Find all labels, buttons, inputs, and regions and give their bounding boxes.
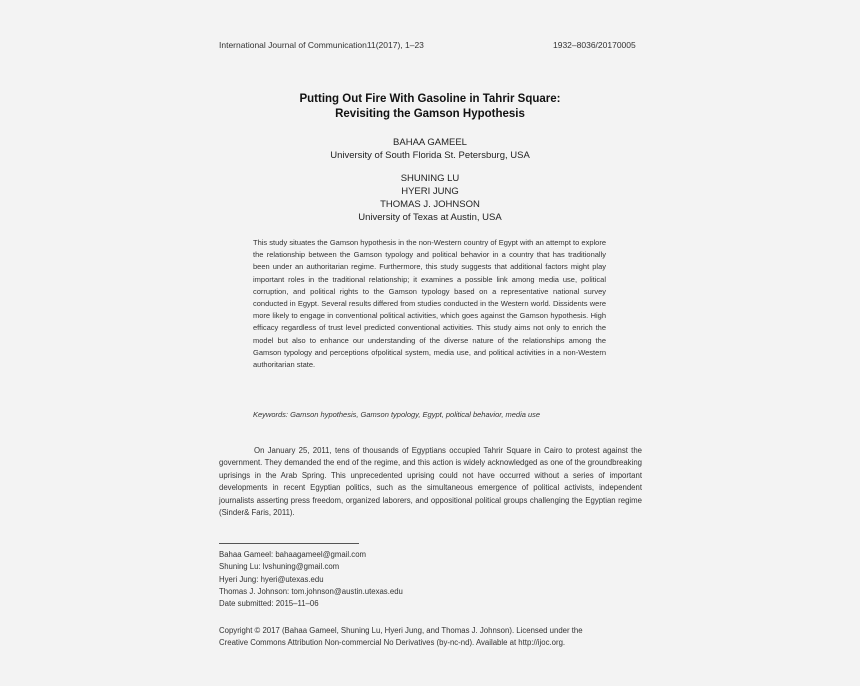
author-affiliation: University of Texas at Austin, USA (358, 212, 502, 223)
body-text: On January 25, 2011, tens of thousands of Egyptians occupied Tahrir Square in Cairo to protest against the government. They demanded the end of the regime, and this action is widely acknowledged as one of the groundbreaking uprisings in the Arab Spring. This unprecedented uprising could not have occurred without a series of important developments in recent Egyptian politics, such as the simultaneous emergence of political activists, independent journalists asserting press freedom, organized laborers, and oppositional political groups challenging the Egyptian regime (Sinder& Faris, 2011). (219, 446, 642, 518)
running-header-journal: International Journal of Communication11(2017), 1–23 (219, 40, 424, 50)
author-affiliation: University of South Florida St. Petersburg, USA (330, 150, 530, 161)
footnotes (219, 549, 642, 610)
footnote-divider (219, 543, 359, 544)
paper-title (0, 92, 860, 122)
title-line-2: Revisiting the Gamson Hypothesis (335, 108, 525, 120)
copyright-line-2: Creative Commons Attribution Non-commercial No Derivatives (by-nc-nd). Available at http://ijoc.org. (219, 637, 566, 647)
author-name: SHUNING LU (400, 173, 460, 184)
author-name: HYERI JUNG (401, 186, 459, 197)
footnote-contact: Bahaa Gameel: bahaagameel@gmail.com (219, 550, 367, 559)
author-name: BAHAA GAMEEL (393, 137, 467, 148)
author-group-1 (0, 136, 860, 162)
copyright-notice (219, 625, 642, 648)
keywords: Keywords: Gamson hypothesis, Gamson typology, Egypt, political behavior, media use (253, 410, 541, 419)
footnote-date-submitted: Date submitted: 2015–11–06 (219, 599, 319, 609)
body-paragraph (219, 445, 642, 519)
copyright-line-1: Copyright © 2017 (Bahaa Gameel, Shuning Lu, Hyeri Jung, and Thomas J. Johnson). Licensed under the (219, 626, 583, 635)
author-group-2 (0, 172, 860, 224)
footnote-contact: Hyeri Jung: hyeri@utexas.edu (219, 574, 324, 584)
title-line-1: Putting Out Fire With Gasoline in Tahrir Square: (299, 93, 561, 105)
author-name: THOMAS J. JOHNSON (380, 199, 480, 210)
footnote-contact: Shuning Lu: lvshuning@gmail.com (219, 562, 340, 572)
footnote-contact: Thomas J. Johnson: tom.johnson@austin.utexas.edu (219, 586, 403, 596)
abstract: This study situates the Gamson hypothesis in the non-Western country of Egypt with an attempt to explore the relationship between the Gamson typology and political behavior in a country that has traditionally been under an authoritarian regime. Furthermore, this study suggests that additional factors might play important roles in the traditional relationship; it examines a possible link among media use, political corruption, and political rights to the Gamson typology based on a representative national survey conducted in Egypt. Several results differed from studies conducted in the Western world. Dissidents were more likely to engage in conventional political activities, which goes against the Gamson hypothesis. High efficacy regardless of trust level predicted conventional activities. This study aims not only to enrich the model but also to enhance our understanding of the diverse nature of the relationships among the Gamson typology and perceptions ofpolitical system, media use, and political activities in a non-Western authoritarian state. (253, 238, 606, 370)
running-header-issn: 1932–8036/20170005 (553, 40, 636, 50)
